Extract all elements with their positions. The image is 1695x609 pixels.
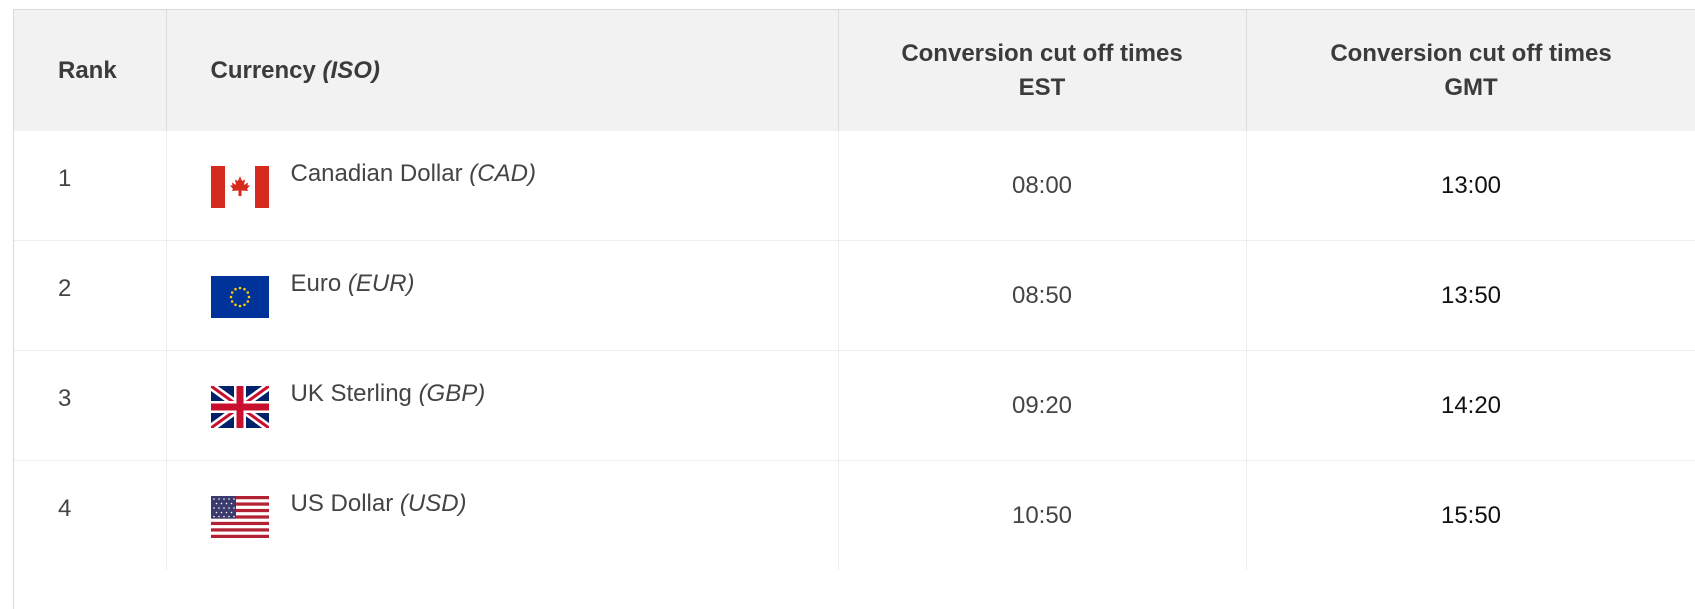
gmt-time-cell: 14:20 [1246, 351, 1695, 461]
header-gmt [1246, 10, 1695, 131]
table-row [14, 131, 1695, 241]
canada-flag-icon [211, 166, 269, 208]
currency-cell [166, 461, 838, 571]
header-gmt-line1: Conversion cut off times [1330, 39, 1612, 67]
header-rank-label: Rank [58, 56, 117, 84]
rank-cell: 4 [14, 461, 166, 571]
table-row [14, 351, 1695, 461]
gmt-time-cell: 13:50 [1246, 241, 1695, 351]
est-time-cell: 08:50 [838, 241, 1246, 351]
currency-code: (EUR) [347, 270, 415, 297]
est-time-cell: 09:20 [838, 351, 1246, 461]
header-est-line1: Conversion cut off times [901, 39, 1183, 67]
currency-cutoff-table [14, 10, 1695, 570]
currency-cell [166, 351, 838, 461]
table-header [14, 10, 1695, 131]
us-flag-icon [211, 496, 269, 538]
uk-flag-icon [211, 386, 269, 428]
header-gmt-line2: GMT [1444, 73, 1498, 101]
est-time-cell: 10:50 [838, 461, 1246, 571]
currency-table-container [13, 9, 1695, 609]
gmt-time-cell: 13:00 [1246, 131, 1695, 241]
header-currency-iso: (ISO) [322, 56, 380, 84]
table-body [14, 131, 1695, 570]
table-row [14, 241, 1695, 351]
currency-code: (GBP) [418, 380, 486, 407]
currency-code: (USD) [399, 490, 467, 517]
header-currency-label: Currency [210, 56, 316, 84]
rank-cell: 1 [14, 131, 166, 241]
header-est [838, 10, 1246, 131]
gmt-time-cell: 15:50 [1246, 461, 1695, 571]
eu-flag-icon [211, 276, 269, 318]
header-est-line2: EST [1018, 73, 1066, 101]
rank-cell: 2 [14, 241, 166, 351]
table-row [14, 461, 1695, 571]
currency-name: UK Sterling [290, 380, 412, 407]
est-time-cell: 08:00 [838, 131, 1246, 241]
currency-name: Canadian Dollar [290, 160, 463, 187]
rank-cell: 3 [14, 351, 166, 461]
header-row [14, 10, 1695, 131]
currency-code: (CAD) [469, 160, 536, 187]
currency-name: US Dollar [290, 490, 394, 517]
currency-cell [166, 131, 838, 241]
header-rank [14, 10, 166, 131]
currency-cell [166, 241, 838, 351]
header-currency [166, 10, 838, 131]
currency-name: Euro [290, 270, 342, 297]
